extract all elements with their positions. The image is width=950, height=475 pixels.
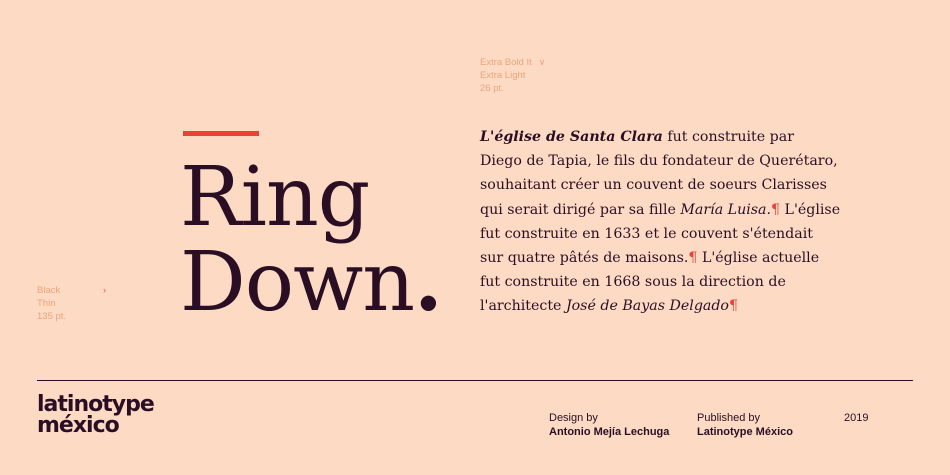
body-line: fut construite en 1633 et le couvent s'étendait (480, 225, 813, 242)
pilcrow-icon: ¶ (771, 201, 781, 218)
body-text: fut construite par (662, 129, 794, 145)
design-label: Design by (549, 412, 598, 424)
pilcrow-icon: ¶ (728, 298, 739, 315)
weight-select-left[interactable] (37, 284, 106, 297)
display-word: Down (180, 235, 415, 330)
body-line (480, 198, 880, 222)
body-italic: José de Bayas Delgado (565, 298, 729, 315)
accent-bar (183, 131, 259, 136)
body-line (480, 294, 880, 318)
font-spec-left (37, 284, 106, 323)
latinotype-logo (37, 394, 154, 436)
body-paragraph (480, 125, 880, 319)
divider (37, 380, 913, 381)
body-line (480, 246, 880, 270)
weight-label-b: Extra Light (480, 70, 526, 81)
body-text: L'église actuelle (697, 250, 820, 267)
chevron-down-icon[interactable]: ∨ (538, 57, 546, 67)
font-spec-top (480, 56, 545, 95)
pilcrow-icon: ¶ (688, 250, 698, 267)
weight-select-top[interactable] (480, 56, 545, 69)
body-line: souhaitant créer un couvent de soeurs Clarisses (480, 177, 827, 194)
display-heading (180, 150, 442, 330)
designer-name: Antonio Mejía Lechuga (549, 426, 670, 438)
display-line-1: Ring (180, 150, 370, 245)
year: 2019 (844, 412, 869, 424)
body-line (480, 125, 880, 149)
display-period: . (414, 234, 442, 330)
published-label: Published by (697, 412, 760, 424)
body-text: qui serait dirigé par sa fille (480, 201, 681, 218)
logo-line-1: latinotype (37, 392, 154, 417)
weight-label-a: Black (37, 285, 61, 296)
weight-label-b: Thin (37, 298, 56, 309)
logo-line-2: méxico (37, 413, 119, 438)
body-text: sur quatre pâtés de maisons. (480, 250, 689, 267)
chevron-right-icon[interactable]: › (103, 285, 106, 295)
publisher-credit (697, 411, 793, 439)
size-label: 135 pt. (37, 311, 67, 322)
body-italic: María Luisa. (680, 201, 772, 218)
body-text: L'église (780, 201, 841, 218)
weight-label-a: Extra Bold It (480, 57, 532, 68)
size-label: 26 pt. (480, 83, 504, 94)
display-line-2 (180, 234, 442, 330)
publisher-name: Latinotype México (697, 426, 793, 438)
body-bold-title: L'église de Santa Clara (480, 129, 663, 145)
body-line: Diego de Tapia, le fils du fondateur de Querétaro, (480, 153, 838, 170)
body-text: l'architecte (480, 298, 566, 315)
body-line: fut construite en 1668 sous la direction de (480, 274, 786, 291)
design-credit (549, 411, 669, 439)
